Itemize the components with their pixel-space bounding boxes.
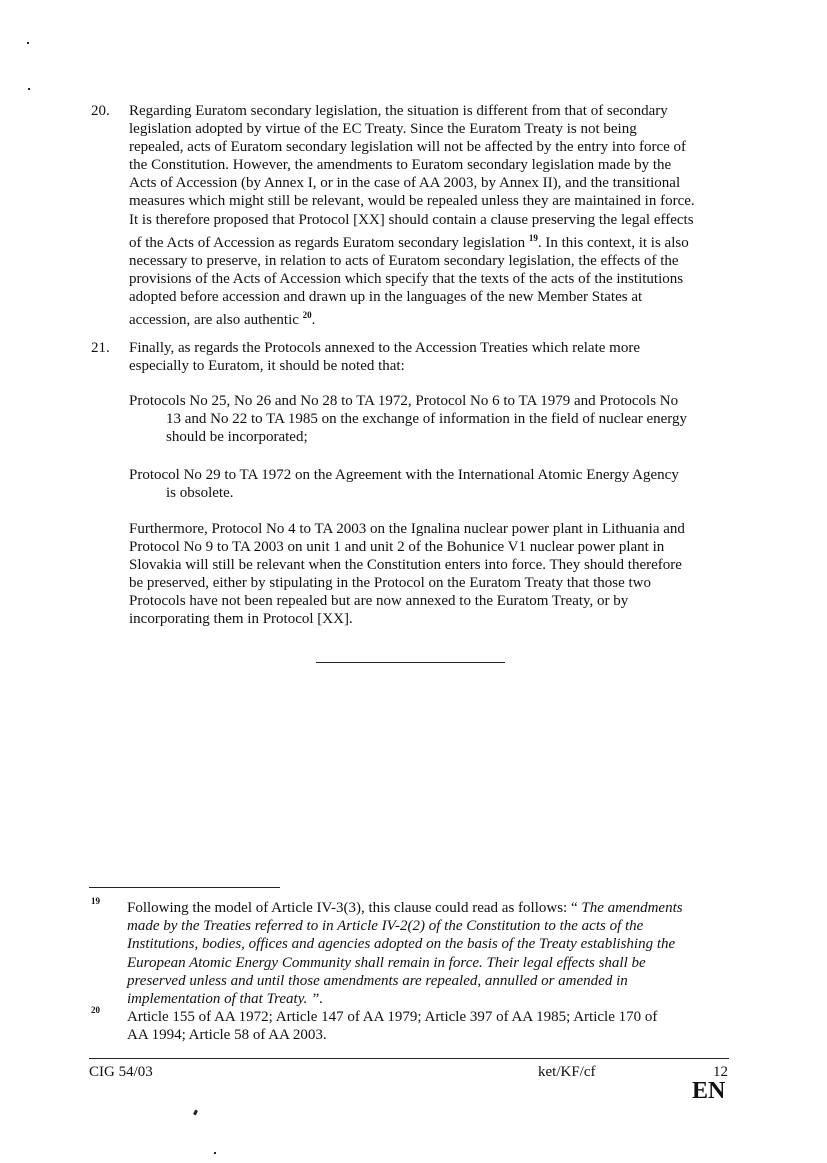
- footnote-20: [127, 1008, 727, 1044]
- footnote-line: [127, 899, 727, 917]
- footnote-line: [127, 990, 727, 1008]
- paragraph-line: Acts of Accession (by Annex I, or in the case of AA 2003, by Annex II), and the transitional: [129, 175, 681, 192]
- paragraph-21: [129, 339, 729, 375]
- paragraph-line: especially to Euratom, it should be noted that:: [129, 358, 405, 375]
- language-code: EN: [692, 1078, 726, 1104]
- paragraph-line: provisions of the Acts of Accession which specify that the texts of the acts of the institutions: [129, 270, 684, 287]
- paragraph-20: [129, 102, 729, 329]
- protocol-item-obsolete: [129, 466, 729, 502]
- footnote-rule: [89, 887, 280, 888]
- footnote-quote: made by the Treaties referred to in Article IV-2(2) of the Constitution to the acts of the: [127, 918, 644, 935]
- footnote-20-number: 20: [91, 1005, 100, 1015]
- item-line: should be incorporated;: [166, 429, 308, 445]
- line-text: . In this context, it is also: [537, 234, 689, 251]
- paragraph-line: Slovakia will still be relevant when the Constitution enters into force. They should therefore: [129, 557, 682, 574]
- footnote-line: [127, 935, 727, 953]
- footnote-ref-19[interactable]: 19: [528, 232, 538, 243]
- paragraph-line: incorporating them in Protocol [XX].: [129, 611, 353, 628]
- paragraph-line: the Constitution. However, the amendments to Euratom secondary legislation made by the: [129, 157, 672, 174]
- footnote-line: [127, 954, 727, 972]
- scan-speck: [214, 1152, 216, 1154]
- footnote-line: [127, 972, 727, 990]
- paragraph-line: Furthermore, Protocol No 4 to TA 2003 on the Ignalina nuclear power plant in Lithuania and: [129, 521, 685, 537]
- paragraph-21-number: 21.: [91, 340, 110, 356]
- page-number: 12: [713, 1064, 728, 1080]
- footnote-line: Article 155 of AA 1972; Article 147 of AA 1979; Article 397 of AA 1985; Article 170 of: [127, 1009, 658, 1025]
- footer-rule: [89, 1058, 729, 1059]
- author-initials: ket/KF/cf: [538, 1064, 596, 1080]
- paragraph-line: [129, 229, 729, 252]
- footnote-19: [127, 899, 727, 1008]
- line-text: accession, are also authentic: [129, 312, 299, 329]
- paragraph-line: legislation adopted by virtue of the EC Treaty. Since the Euratom Treaty is not being: [129, 121, 637, 138]
- paragraph-line: Protocols have not been repealed but are now annexed to the Euratom Treaty, or by: [129, 593, 629, 610]
- paragraph-furthermore: [129, 520, 729, 629]
- footnote-quote: European Atomic Energy Community shall remain in force. Their legal effects shall be: [127, 954, 646, 971]
- line-text: of the Acts of Accession as regards Euratom secondary legislation: [129, 234, 526, 251]
- paragraph-line: Regarding Euratom secondary legislation, the situation is different from that of secondary: [129, 103, 668, 119]
- section-end-separator: [316, 662, 505, 663]
- footnote-line: AA 1994; Article 58 of AA 2003.: [127, 1027, 327, 1044]
- item-line: Protocol No 29 to TA 1972 on the Agreement with the International Atomic Energy Agency: [129, 467, 679, 483]
- paragraph-line: adopted before accession and drawn up in the languages of the new Member States at: [129, 288, 643, 305]
- item-line: 13 and No 22 to TA 1985 on the exchange of information in the field of nuclear energy: [166, 411, 688, 427]
- paragraph-line: be preserved, either by stipulating in the Protocol on the Euratom Treaty that those two: [129, 575, 651, 592]
- footnote-quote: preserved unless and until those amendments are repealed, annulled or amended in: [127, 972, 628, 989]
- paragraph-20-number: 20.: [91, 103, 110, 119]
- paragraph-line: measures which might still be relevant, would be repealed unless they are maintained in force.: [129, 193, 695, 210]
- protocol-item-incorporate: [129, 392, 729, 446]
- item-line: Protocols No 25, No 26 and No 28 to TA 1972, Protocol No 6 to TA 1979 and Protocols No: [129, 393, 679, 409]
- footnote-quote: Institutions, bodies, offices and agencies adopted on the basis of the Treaty establishing the: [127, 936, 676, 953]
- footnote-19-number: 19: [91, 896, 100, 906]
- scan-speck: [28, 88, 30, 90]
- document-reference: CIG 54/03: [89, 1064, 153, 1080]
- item-line: is obsolete.: [166, 485, 234, 501]
- scan-speck: [27, 42, 29, 44]
- paragraph-line: Protocol No 9 to TA 2003 on unit 1 and unit 2 of the Bohunice V1 nuclear power plant in: [129, 539, 665, 556]
- footnote-lead: Following the model of Article IV-3(3), this clause could read as follows: “: [127, 900, 582, 916]
- line-text: .: [311, 312, 316, 329]
- footnote-ref-20[interactable]: 20: [302, 310, 312, 321]
- paragraph-line: necessary to preserve, in relation to acts of Euratom secondary legislation, the effects of the: [129, 252, 679, 269]
- footnote-quote: The amendments: [581, 900, 683, 916]
- footnote-quote: implementation of that Treaty. ”.: [127, 991, 324, 1008]
- scan-speck: [193, 1110, 198, 1116]
- paragraph-line: Finally, as regards the Protocols annexed to the Accession Treaties which relate more: [129, 340, 640, 356]
- paragraph-line: [129, 306, 729, 329]
- paragraph-line: repealed, acts of Euratom secondary legislation will not be affected by the entry into force of: [129, 139, 687, 156]
- paragraph-line: It is therefore proposed that Protocol [XX] should contain a clause preserving the legal effects: [129, 211, 694, 228]
- footnote-line: [127, 917, 727, 935]
